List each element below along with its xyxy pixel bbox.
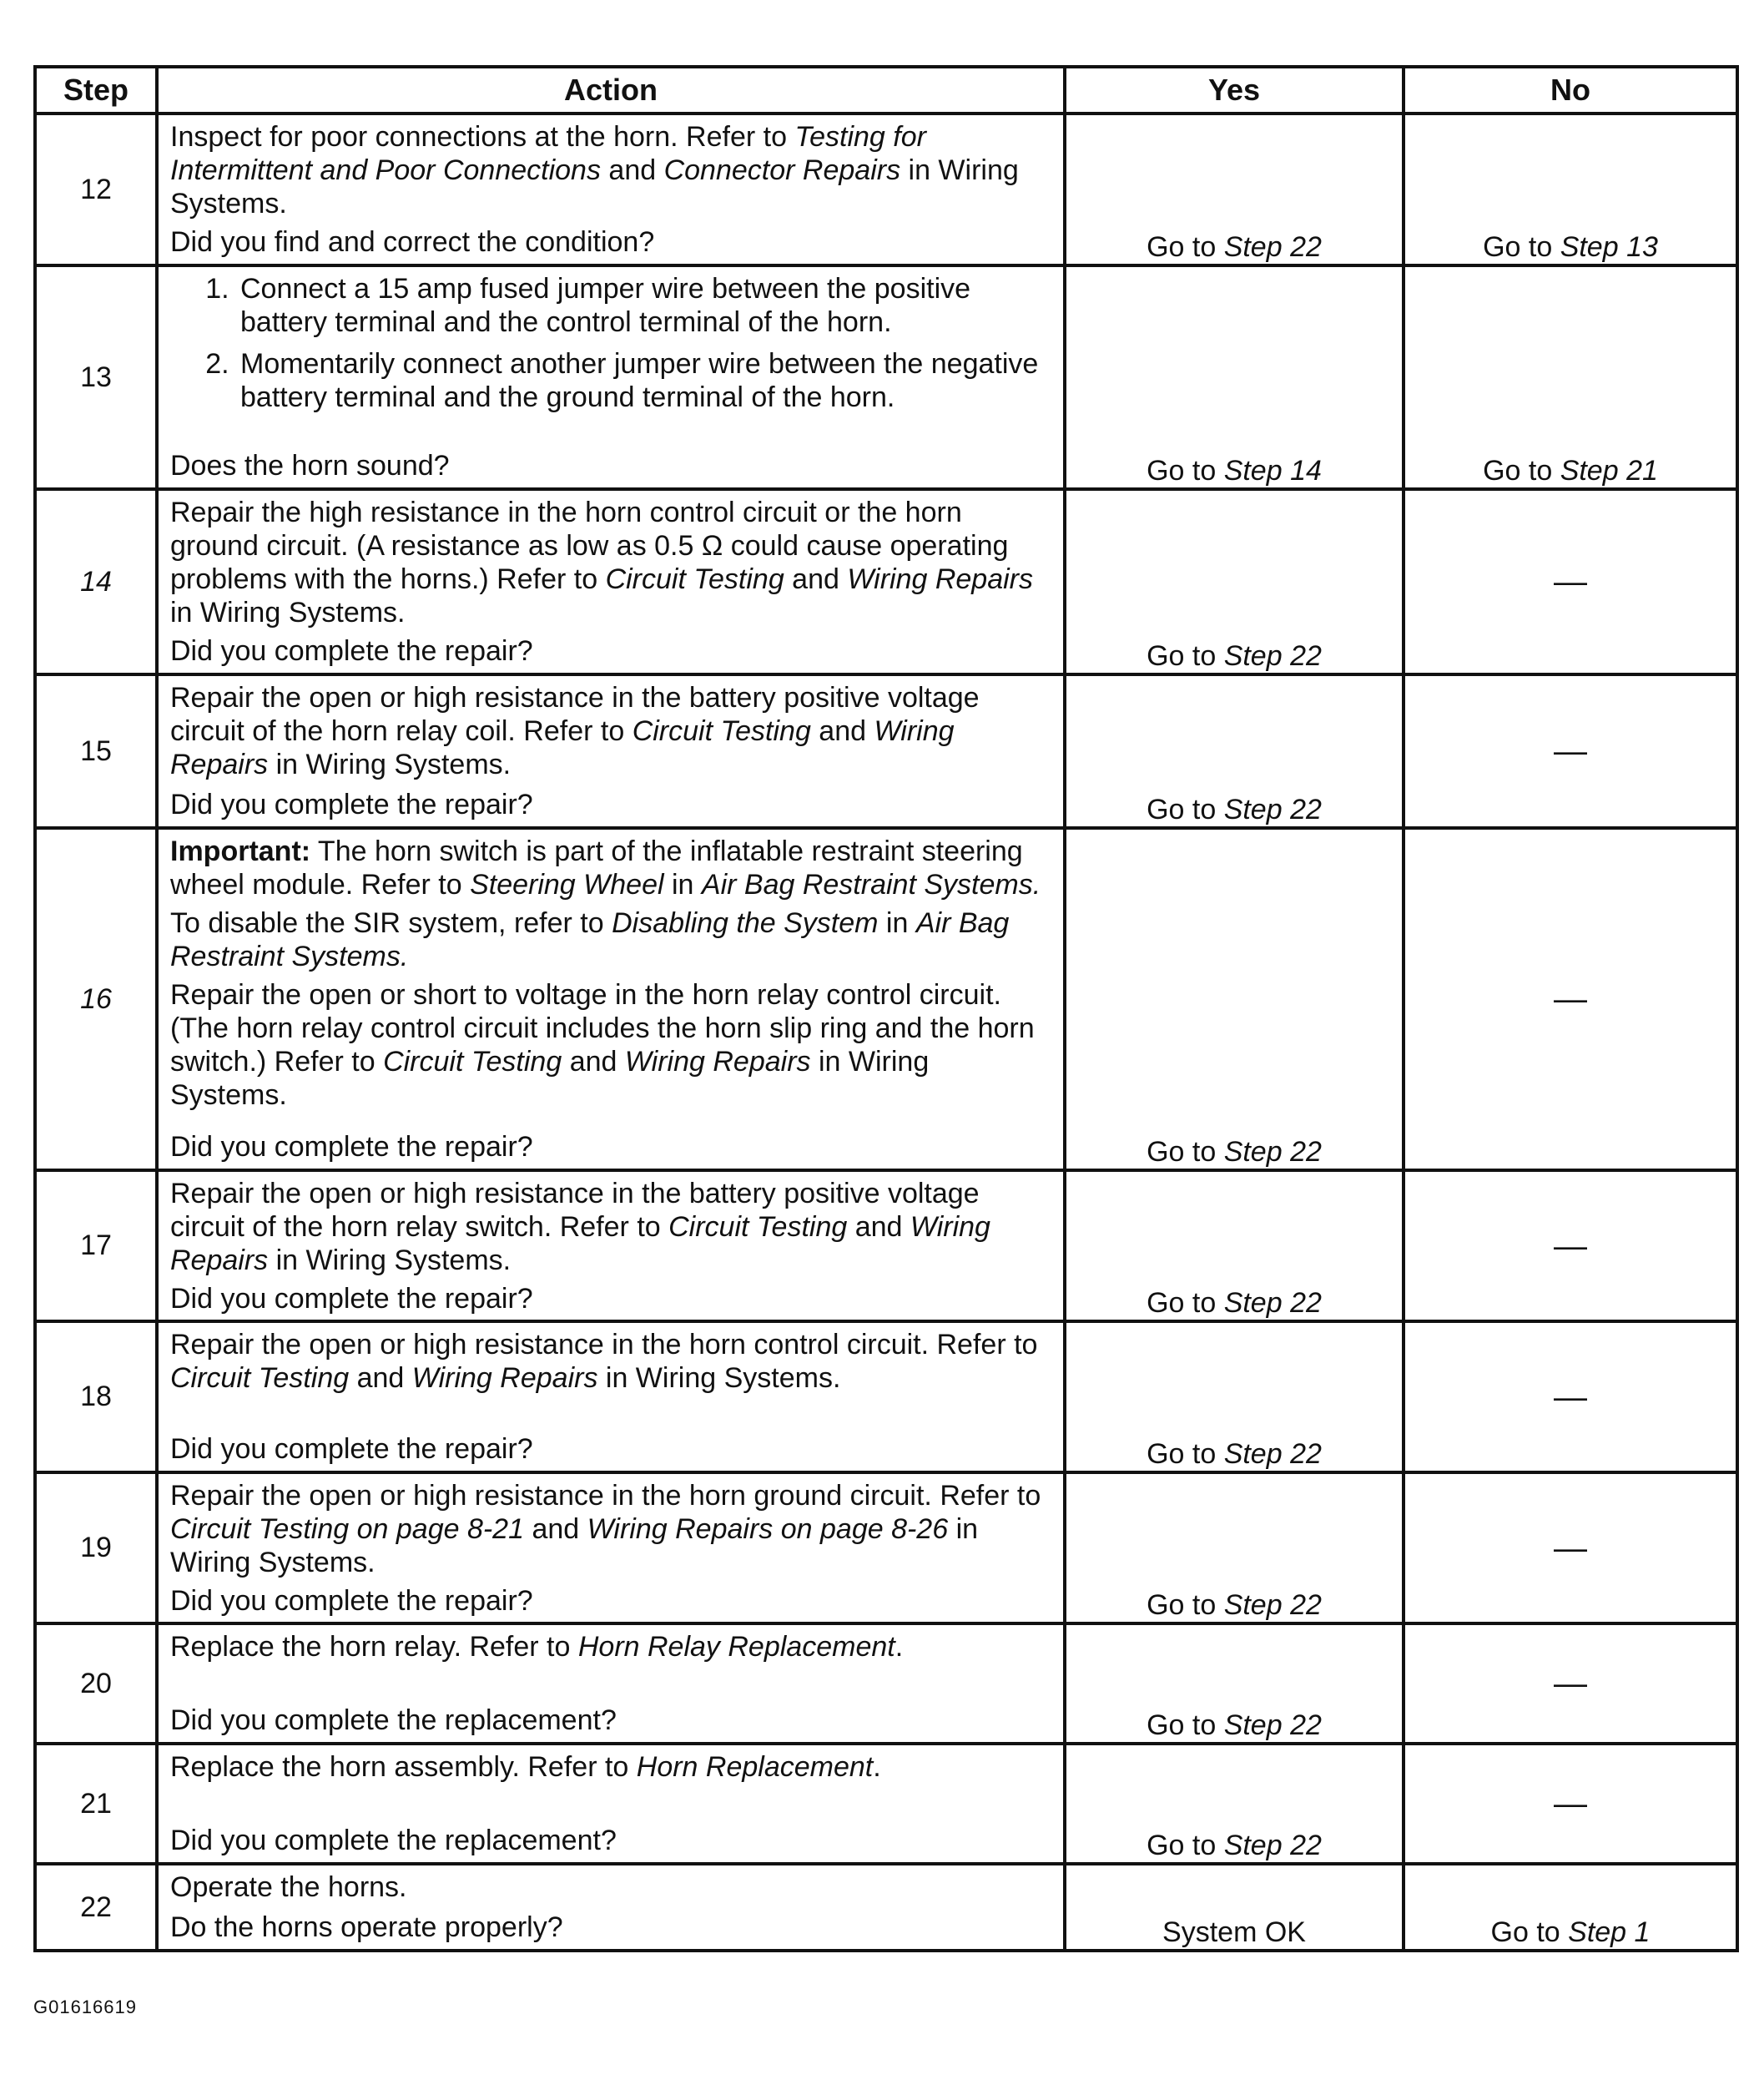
action-cell xyxy=(157,1864,1065,1951)
no-result: — xyxy=(1404,1170,1737,1321)
table-row xyxy=(35,1864,1737,1951)
header-yes: Yes xyxy=(1065,67,1404,114)
table-row xyxy=(35,265,1737,489)
table-body xyxy=(35,114,1737,1951)
step-number: 22 xyxy=(35,1864,157,1951)
action-question: Do the horns operate properly? xyxy=(170,1911,563,1943)
action-cell xyxy=(157,114,1065,265)
yes-result: Go to Step 22 xyxy=(1065,1744,1404,1864)
step-number: 14 xyxy=(35,489,157,674)
action-cell xyxy=(157,1472,1065,1623)
action-question: Did you complete the repair? xyxy=(170,635,533,667)
action-cell xyxy=(157,489,1065,674)
yes-result: Go to Step 22 xyxy=(1065,828,1404,1170)
no-result: — xyxy=(1404,674,1737,828)
no-result: Go to Step 13 xyxy=(1404,114,1737,265)
action-question: Did you complete the repair? xyxy=(170,1585,533,1617)
step-number: 18 xyxy=(35,1321,157,1472)
step-number: 21 xyxy=(35,1744,157,1864)
no-result: — xyxy=(1404,1472,1737,1623)
table-row xyxy=(35,1623,1737,1744)
action-cell xyxy=(157,674,1065,828)
yes-result: Go to Step 22 xyxy=(1065,1472,1404,1623)
no-result: — xyxy=(1404,489,1737,674)
action-instructions: Replace the horn assembly. Refer to Horn Replacement. xyxy=(170,1751,881,1783)
step-number: 16 xyxy=(35,828,157,1170)
table-row xyxy=(35,114,1737,265)
action-question: Did you complete the replacement? xyxy=(170,1825,617,1856)
action-question: Did you complete the repair? xyxy=(170,1131,533,1163)
yes-result: Go to Step 14 xyxy=(1065,265,1404,489)
action-question: Did you find and correct the condition? xyxy=(170,226,655,258)
action-instructions: Important: The horn switch is part of the inflatable restraint steering wheel module. Refer to Steering Wheel in Air Bag Restraint Systems. To disable the SIR system, refer to Disabling the System in Air Bag Restraint Systems. Repair the open or short to voltage in the horn relay control circuit. (The horn relay control circuit includes the horn slip ring and the horn switch.) Refer to Circuit Testing and Wiring Repairs in Wiring Systems. xyxy=(170,836,1041,1111)
header-step: Step xyxy=(35,67,157,114)
action-instructions: Repair the open or high resistance in the horn ground circuit. Refer to Circuit Testing on page 8-21 and Wiring Repairs on page 8-26 in Wiring Systems. xyxy=(170,1480,1041,1578)
no-result: Go to Step 1 xyxy=(1404,1864,1737,1951)
no-result: — xyxy=(1404,1744,1737,1864)
no-result: Go to Step 21 xyxy=(1404,265,1737,489)
yes-result: Go to Step 22 xyxy=(1065,114,1404,265)
yes-result: Go to Step 22 xyxy=(1065,1623,1404,1744)
action-question: Did you complete the replacement? xyxy=(170,1704,617,1736)
action-cell xyxy=(157,1623,1065,1744)
diagnostic-table xyxy=(33,65,1739,1952)
table-row xyxy=(35,828,1737,1170)
action-instructions: 1. Connect a 15 amp fused jumper wire between the positive battery terminal and the control terminal of the horn. 2. Momentarily connect another jumper wire between the negative battery terminal and the ground terminal of the horn. xyxy=(170,272,1051,422)
step-number: 19 xyxy=(35,1472,157,1623)
step-number: 17 xyxy=(35,1170,157,1321)
table-row xyxy=(35,1744,1737,1864)
yes-result: System OK xyxy=(1065,1864,1404,1951)
yes-result: Go to Step 22 xyxy=(1065,674,1404,828)
action-instructions: Repair the open or high resistance in the battery positive voltage circuit of the horn relay switch. Refer to Circuit Testing and Wiring Repairs in Wiring Systems. xyxy=(170,1178,990,1276)
header-no: No xyxy=(1404,67,1737,114)
table-row xyxy=(35,674,1737,828)
action-instructions: Repair the open or high resistance in the horn control circuit. Refer to Circuit Testing and Wiring Repairs in Wiring Systems. xyxy=(170,1329,1038,1394)
table-row xyxy=(35,1472,1737,1623)
table-row xyxy=(35,1170,1737,1321)
action-question: Did you complete the repair? xyxy=(170,1433,533,1465)
step-number: 20 xyxy=(35,1623,157,1744)
figure-code: G01616619 xyxy=(33,1997,137,2017)
table-row xyxy=(35,489,1737,674)
yes-result: Go to Step 22 xyxy=(1065,489,1404,674)
action-instructions: Replace the horn relay. Refer to Horn Relay Replacement. xyxy=(170,1631,904,1663)
yes-result: Go to Step 22 xyxy=(1065,1321,1404,1472)
step-number: 12 xyxy=(35,114,157,265)
action-cell xyxy=(157,1321,1065,1472)
action-instructions: Repair the high resistance in the horn control circuit or the horn ground circuit. (A resistance as low as 0.5 Ω could cause operating problems with the horns.) Refer to Circuit Testing and Wiring Repairs in Wiring Systems. xyxy=(170,497,1034,629)
no-result: — xyxy=(1404,1623,1737,1744)
header-action: Action xyxy=(157,67,1065,114)
table-row xyxy=(35,1321,1737,1472)
no-result: — xyxy=(1404,1321,1737,1472)
step-number: 13 xyxy=(35,265,157,489)
action-instructions: Operate the horns. xyxy=(170,1871,407,1903)
action-instructions: Inspect for poor connections at the horn. Refer to Testing for Intermittent and Poor Connections and Connector Repairs in Wiring Systems. xyxy=(170,121,1019,220)
action-cell xyxy=(157,828,1065,1170)
table-header xyxy=(35,67,1737,114)
action-cell xyxy=(157,1744,1065,1864)
action-cell xyxy=(157,1170,1065,1321)
no-result: — xyxy=(1404,828,1737,1170)
action-cell xyxy=(157,265,1065,489)
yes-result: Go to Step 22 xyxy=(1065,1170,1404,1321)
action-question: Did you complete the repair? xyxy=(170,789,533,820)
action-question: Did you complete the repair? xyxy=(170,1283,533,1315)
action-instructions: Repair the open or high resistance in the battery positive voltage circuit of the horn relay coil. Refer to Circuit Testing and Wiring Repairs in Wiring Systems. xyxy=(170,682,980,780)
action-question: Does the horn sound? xyxy=(170,450,450,482)
step-number: 15 xyxy=(35,674,157,828)
